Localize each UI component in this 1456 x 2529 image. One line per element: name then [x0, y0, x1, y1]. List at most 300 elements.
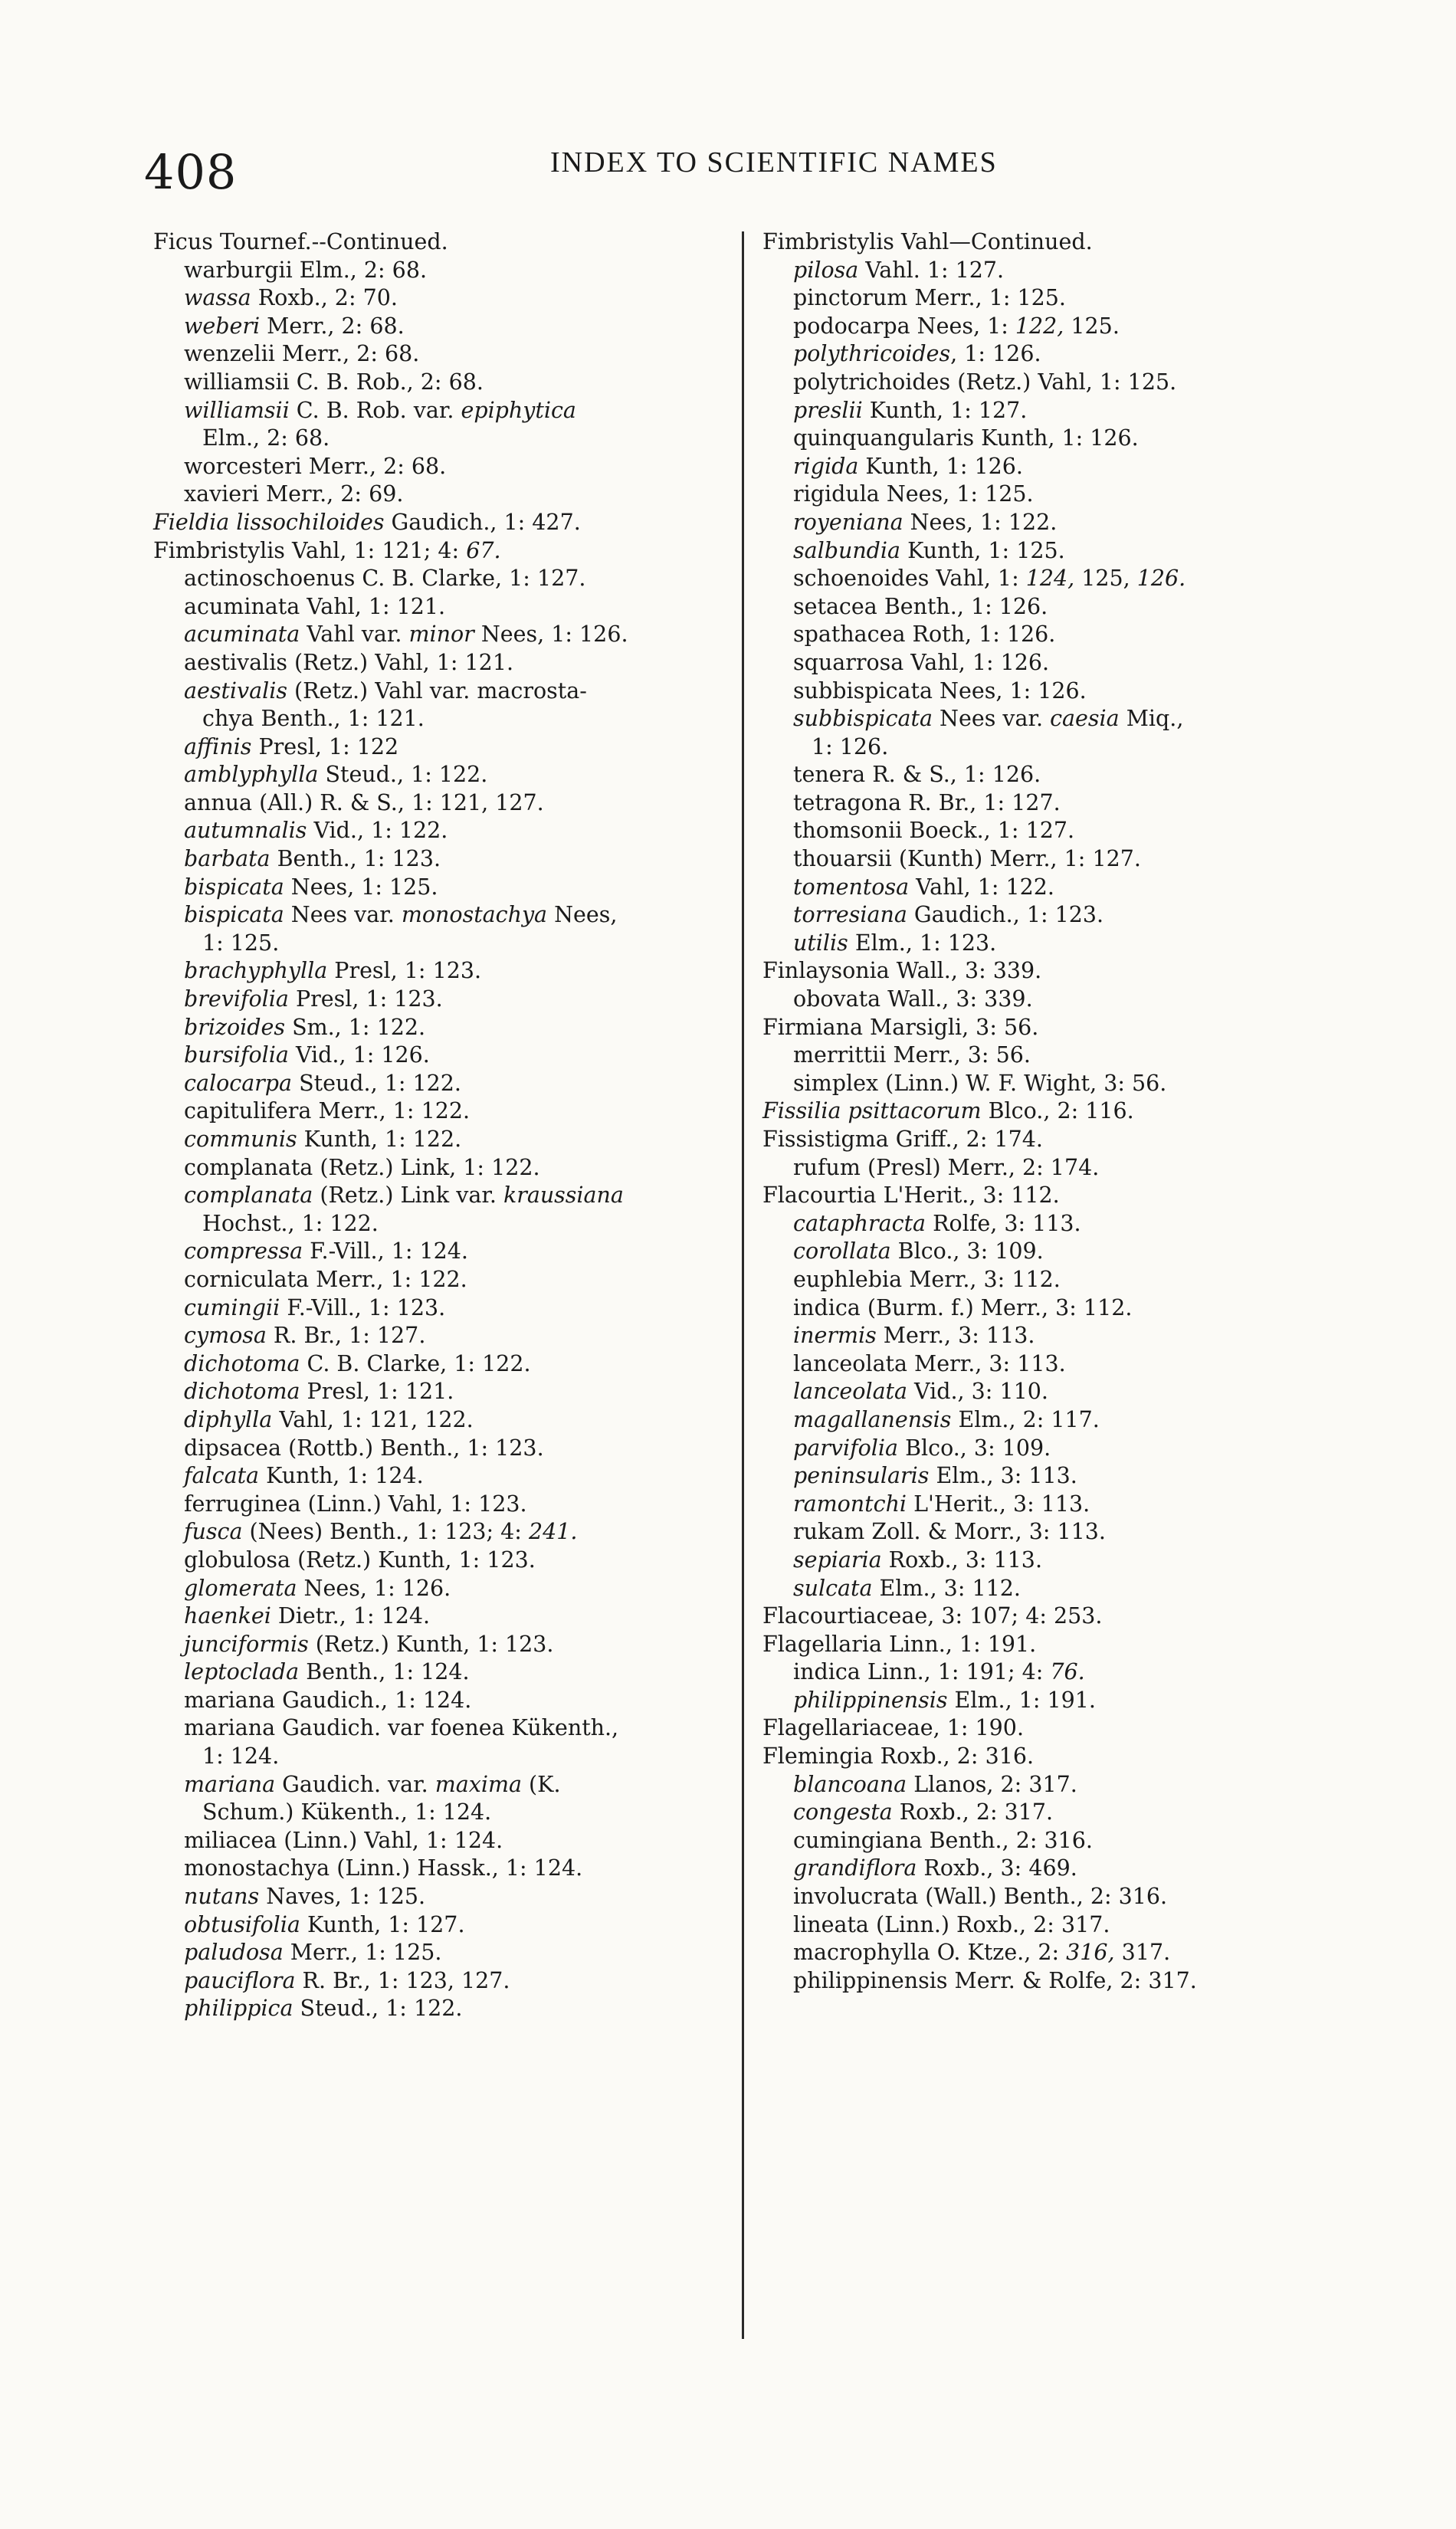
index-species-entry — [153, 1911, 789, 1940]
index-species-entry — [762, 1883, 1399, 1911]
text-run: miliacea (Linn.) Vahl, 1: 124. — [184, 1827, 503, 1853]
index-species-entry — [762, 425, 1399, 453]
text-run: Gaudich. var. — [275, 1771, 435, 1797]
text-run: corniculata Merr., 1: 122. — [184, 1266, 467, 1292]
index-species-entry — [762, 537, 1399, 566]
index-species-entry — [762, 257, 1399, 285]
text-run: warburgii Elm., 2: 68. — [184, 257, 428, 283]
italic-text: grandiflora — [793, 1855, 917, 1881]
index-species-entry — [762, 845, 1399, 874]
index-species-entry — [153, 313, 789, 341]
text-run: Flacourtiaceae, 3: 107; 4: 253. — [762, 1603, 1103, 1629]
text-run: F.-Vill., 1: 124. — [303, 1238, 468, 1264]
text-run: subbispicata Nees, 1: 126. — [793, 677, 1087, 704]
index-species-entry — [153, 1182, 789, 1210]
text-run: , 1: 126. — [950, 341, 1041, 367]
text-run: setacea Benth., 1: 126. — [793, 593, 1048, 619]
text-run: Fimbristylis Vahl—Continued. — [762, 229, 1093, 254]
index-species-entry — [762, 1967, 1399, 1996]
text-run: Steud., 1: 122. — [318, 762, 488, 788]
italic-text: calocarpa — [184, 1070, 293, 1096]
text-run: merrittii Merr., 3: 56. — [793, 1042, 1031, 1068]
italic-text: 316, — [1066, 1940, 1115, 1966]
text-run: Firmiana Marsigli, 3: 56. — [762, 1014, 1039, 1040]
text-run: Vid., 3: 110. — [907, 1379, 1048, 1405]
index-species-entry — [153, 1014, 789, 1042]
italic-text: caesia — [1050, 706, 1120, 732]
index-species-entry — [762, 1658, 1399, 1687]
text-run: xavieri Merr., 2: 69. — [184, 481, 404, 507]
italic-text: ramontchi — [793, 1491, 907, 1517]
index-species-entry — [762, 1041, 1399, 1070]
text-run: Miq., — [1119, 706, 1184, 732]
index-species-entry — [153, 1154, 789, 1182]
italic-text: blancoana — [793, 1771, 907, 1797]
text-run: mariana Gaudich. var foenea Kükenth., — [184, 1715, 619, 1741]
index-species-entry — [153, 1827, 789, 1855]
text-run: Kunth, 1: 122. — [297, 1127, 462, 1152]
index-genus-entry — [762, 228, 1399, 257]
text-run: globulosa (Retz.) Kunth, 1: 123. — [184, 1547, 536, 1573]
text-run: Roxb., 2: 317. — [892, 1799, 1054, 1825]
index-species-entry — [762, 761, 1399, 789]
index-species-entry — [153, 1631, 789, 1659]
italic-text: tomentosa — [793, 874, 910, 900]
text-run: Blco., 3: 109. — [898, 1435, 1051, 1461]
column-divider — [742, 231, 744, 2339]
index-species-entry — [762, 1238, 1399, 1266]
text-run: indica Linn., 1: 191; 4: — [793, 1659, 1051, 1685]
index-species-entry — [762, 1462, 1399, 1491]
text-run: Blco., 2: 116. — [981, 1098, 1134, 1124]
index-species-entry — [153, 1406, 789, 1435]
index-species-entry — [762, 1575, 1399, 1603]
italic-text: brizoides — [184, 1014, 286, 1040]
index-species-entry — [762, 1266, 1399, 1294]
italic-text: utilis — [793, 930, 848, 956]
text-run: Flacourtia L'Herit., 3: 112. — [762, 1182, 1060, 1209]
text-run: 1: 126. — [812, 733, 889, 759]
index-species-entry — [762, 1154, 1399, 1182]
index-species-entry — [762, 677, 1399, 706]
index-species-entry — [762, 1406, 1399, 1435]
text-run: monostachya (Linn.) Hassk., 1: 124. — [184, 1855, 583, 1881]
index-species-entry — [153, 1547, 789, 1575]
text-run: Kunth, 1: 124. — [259, 1463, 424, 1489]
text-run: Nees, — [547, 902, 618, 928]
italic-text: paludosa — [184, 1940, 284, 1966]
index-species-entry — [153, 593, 789, 622]
text-run: Presl, 1: 121. — [300, 1379, 454, 1405]
italic-text: nutans — [184, 1884, 260, 1910]
index-species-entry — [153, 1041, 789, 1070]
index-entry-continuation — [153, 1210, 789, 1238]
index-species-entry — [762, 369, 1399, 397]
italic-text: philippinensis — [793, 1687, 948, 1713]
italic-text: bispicata — [184, 874, 284, 900]
index-species-entry — [153, 789, 789, 818]
index-genus-entry — [762, 1182, 1399, 1210]
index-species-entry — [153, 1350, 789, 1379]
text-run: Flagellaria Linn., 1: 191. — [762, 1631, 1037, 1657]
italic-text: corollata — [793, 1238, 891, 1264]
index-species-entry — [762, 874, 1399, 902]
index-species-entry — [153, 733, 789, 762]
italic-text: epiphytica — [461, 397, 576, 423]
index-column-left — [153, 228, 789, 2023]
text-run: Vid., 1: 126. — [288, 1042, 430, 1068]
index-species-entry — [762, 1547, 1399, 1575]
index-species-entry — [153, 1097, 789, 1126]
index-genus-entry — [153, 228, 789, 257]
index-entry-continuation — [153, 705, 789, 733]
text-run: Blco., 3: 109. — [890, 1238, 1044, 1264]
text-run: Flemingia Roxb., 2: 316. — [762, 1743, 1035, 1770]
index-species-entry — [153, 481, 789, 509]
text-run: Flagellariaceae, 1: 190. — [762, 1715, 1024, 1741]
italic-text: peninsularis — [793, 1463, 930, 1489]
text-run: Vahl. 1: 127. — [858, 257, 1005, 283]
text-run: Fimbristylis Vahl, 1: 121; 4: — [153, 537, 467, 563]
italic-text: congesta — [793, 1799, 893, 1825]
italic-text: dichotoma — [184, 1379, 300, 1405]
text-run: Elm., 3: 112. — [872, 1575, 1021, 1601]
text-run: Vahl, 1: 122. — [909, 874, 1054, 900]
text-run: thouarsii (Kunth) Merr., 1: 127. — [793, 846, 1141, 872]
text-run: Steud., 1: 122. — [293, 1996, 463, 2022]
index-species-entry — [153, 761, 789, 789]
italic-text: junciformis — [184, 1631, 309, 1657]
text-run: involucrata (Wall.) Benth., 2: 316. — [793, 1884, 1168, 1910]
text-run: (K. — [522, 1771, 561, 1797]
italic-text: autumnalis — [184, 818, 307, 844]
text-run: C. B. Clarke, 1: 122. — [300, 1350, 531, 1376]
index-species-entry — [762, 705, 1399, 733]
italic-text: bursifolia — [184, 1042, 289, 1068]
text-run: Presl, 1: 123. — [327, 958, 482, 984]
index-genus-entry — [762, 1714, 1399, 1743]
index-entry-continuation — [153, 1743, 789, 1771]
index-species-entry — [762, 930, 1399, 958]
text-run: Kunth, 1: 127. — [862, 397, 1028, 423]
italic-text: mariana — [184, 1771, 276, 1797]
italic-text: acuminata — [184, 622, 300, 648]
index-species-entry — [762, 1322, 1399, 1350]
italic-text: royeniana — [793, 509, 903, 535]
text-run: pinctorum Merr., 1: 125. — [793, 285, 1066, 311]
italic-text: sulcata — [793, 1575, 873, 1601]
text-run: squarrosa Vahl, 1: 126. — [793, 649, 1050, 675]
italic-text: salbundia — [793, 537, 901, 563]
italic-text: wassa — [184, 285, 251, 311]
italic-text: brevifolia — [184, 986, 289, 1012]
index-entry-continuation — [762, 733, 1399, 762]
text-run: Roxb., 2: 70. — [251, 285, 398, 311]
italic-text: 241. — [528, 1519, 578, 1545]
italic-text: polythricoides — [793, 341, 951, 367]
text-run: Hochst., 1: 122. — [202, 1210, 379, 1236]
page-number: 408 — [144, 144, 238, 200]
text-run: Elm., 3: 113. — [929, 1463, 1077, 1489]
italic-text: pilosa — [793, 257, 859, 283]
index-species-entry — [153, 397, 789, 425]
italic-text: torresiana — [793, 902, 907, 928]
index-species-entry — [153, 1939, 789, 1967]
text-run: (Retz.) Vahl var. macrosta- — [287, 677, 587, 704]
index-species-entry — [762, 1687, 1399, 1715]
index-species-entry — [153, 845, 789, 874]
text-run: C. B. Rob. var. — [289, 397, 461, 423]
index-species-entry — [153, 1883, 789, 1911]
italic-text: preslii — [793, 397, 863, 423]
text-run: annua (All.) R. & S., 1: 121, 127. — [184, 789, 544, 815]
index-species-entry — [762, 1378, 1399, 1406]
text-run: Elm., 1: 123. — [848, 930, 997, 956]
index-species-entry — [762, 1294, 1399, 1323]
index-species-entry — [153, 369, 789, 397]
italic-text: 67. — [466, 537, 501, 563]
text-run: acuminata Vahl, 1: 121. — [184, 593, 446, 619]
italic-text: magallanensis — [793, 1406, 952, 1432]
index-species-entry — [762, 1911, 1399, 1940]
index-species-entry — [153, 1070, 789, 1098]
text-run: Schum.) Kükenth., 1: 124. — [202, 1799, 492, 1825]
index-species-entry — [762, 901, 1399, 930]
text-run: Elm., 1: 191. — [947, 1687, 1096, 1713]
text-run: Nees, 1: 126. — [297, 1575, 451, 1601]
text-run: lanceolata Merr., 3: 113. — [793, 1350, 1066, 1376]
text-run: indica (Burm. f.) Merr., 3: 112. — [793, 1294, 1133, 1320]
index-genus-entry — [762, 1097, 1399, 1126]
index-species-entry — [153, 1771, 789, 1799]
text-run: macrophylla O. Ktze., 2: — [793, 1940, 1067, 1966]
italic-text: 76. — [1050, 1659, 1085, 1685]
index-species-entry — [153, 1855, 789, 1883]
text-run: (Retz.) Kunth, 1: 123. — [308, 1631, 554, 1657]
italic-text: compressa — [184, 1238, 303, 1264]
index-species-entry — [153, 1378, 789, 1406]
index-species-entry — [153, 1967, 789, 1996]
index-species-entry — [762, 1210, 1399, 1238]
text-run: wenzelii Merr., 2: 68. — [184, 341, 420, 367]
text-run: Ficus Tournef.--Continued. — [153, 229, 448, 254]
text-run: Elm., 2: 68. — [202, 425, 330, 451]
index-species-entry — [762, 1491, 1399, 1519]
text-run: spathacea Roth, 1: 126. — [793, 622, 1056, 648]
running-title: INDEX TO SCIENTIFIC NAMES — [550, 146, 998, 179]
index-entry-continuation — [153, 1799, 789, 1827]
text-run: Elm., 2: 117. — [951, 1406, 1100, 1432]
text-run: Naves, 1: 125. — [259, 1884, 426, 1910]
index-species-entry — [762, 565, 1399, 593]
index-genus-entry — [762, 1631, 1399, 1659]
index-genus-entry — [762, 1014, 1399, 1042]
text-run: Nees, 1: 122. — [903, 509, 1058, 535]
text-run: Vahl var. — [300, 622, 409, 648]
index-species-entry — [153, 1714, 789, 1743]
italic-text: Fieldia lissochiloides — [153, 509, 385, 535]
text-run: cumingiana Benth., 2: 316. — [793, 1827, 1093, 1853]
index-genus-entry — [762, 1602, 1399, 1631]
text-run: R. Br., 1: 123, 127. — [295, 1967, 510, 1993]
text-run: podocarpa Nees, 1: — [793, 313, 1015, 339]
text-run: schoenoides Vahl, 1: — [793, 566, 1026, 592]
index-species-entry — [153, 453, 789, 481]
index-species-entry — [153, 957, 789, 986]
index-species-entry — [153, 1462, 789, 1491]
italic-text: brachyphylla — [184, 958, 328, 984]
index-entry-continuation — [153, 930, 789, 958]
italic-text: subbispicata — [793, 706, 933, 732]
text-run: (Nees) Benth., 1: 123; 4: — [242, 1519, 529, 1545]
text-run: Vahl, 1: 121, 122. — [272, 1406, 474, 1432]
text-run: (Retz.) Link var. — [313, 1182, 503, 1209]
text-run: complanata (Retz.) Link, 1: 122. — [184, 1154, 540, 1180]
italic-text: glomerata — [184, 1575, 297, 1601]
index-species-entry — [153, 1602, 789, 1631]
index-species-entry — [762, 649, 1399, 677]
index-species-entry — [153, 874, 789, 902]
italic-text: bispicata — [184, 902, 284, 928]
index-species-entry — [762, 284, 1399, 313]
text-run: Gaudich., 1: 427. — [384, 509, 581, 535]
text-run: Roxb., 3: 469. — [917, 1855, 1077, 1881]
text-run: tetragona R. Br., 1: 127. — [793, 789, 1061, 815]
index-species-entry — [153, 1294, 789, 1323]
italic-text: pauciflora — [184, 1967, 296, 1993]
text-run: simplex (Linn.) W. F. Wight, 3: 56. — [793, 1070, 1167, 1096]
italic-text: Fissilia psittacorum — [762, 1098, 982, 1124]
text-run: Finlaysonia Wall., 3: 339. — [762, 958, 1042, 984]
italic-text: minor — [408, 622, 474, 648]
index-genus-entry — [153, 537, 789, 566]
index-species-entry — [762, 1350, 1399, 1379]
index-species-entry — [153, 1995, 789, 2023]
index-species-entry — [762, 509, 1399, 537]
text-run: polytrichoides (Retz.) Vahl, 1: 125. — [793, 369, 1177, 395]
text-run: Merr., 3: 113. — [876, 1323, 1035, 1349]
text-run: 125. — [1064, 313, 1120, 339]
index-species-entry — [153, 1658, 789, 1687]
index-species-entry — [762, 453, 1399, 481]
index-species-entry — [153, 901, 789, 930]
text-run: Nees, 1: 126. — [474, 622, 628, 648]
text-run: 317. — [1114, 1940, 1171, 1966]
index-species-entry — [762, 340, 1399, 369]
italic-text: diphylla — [184, 1406, 273, 1432]
text-run: Nees var. — [932, 706, 1051, 732]
text-run: F.-Vill., 1: 123. — [280, 1294, 446, 1320]
index-species-entry — [762, 986, 1399, 1014]
text-run: ferruginea (Linn.) Vahl, 1: 123. — [184, 1491, 527, 1517]
italic-text: 122, — [1015, 313, 1064, 339]
italic-text: dichotoma — [184, 1350, 300, 1376]
text-run: Vid., 1: 122. — [307, 818, 448, 844]
index-species-entry — [153, 565, 789, 593]
index-species-entry — [153, 621, 789, 649]
text-run: Merr., 2: 68. — [260, 313, 405, 339]
index-species-entry — [153, 340, 789, 369]
text-run: chya Benth., 1: 121. — [202, 706, 425, 732]
italic-text: cumingii — [184, 1294, 280, 1320]
index-species-entry — [153, 649, 789, 677]
index-genus-entry — [762, 1126, 1399, 1154]
italic-text: philippica — [184, 1996, 293, 2022]
index-species-entry — [153, 1238, 789, 1266]
text-run: quinquangularis Kunth, 1: 126. — [793, 425, 1139, 451]
italic-text: williamsii — [184, 397, 290, 423]
index-species-entry — [762, 789, 1399, 818]
italic-text: rigida — [793, 453, 859, 479]
text-run: 1: 125. — [202, 930, 280, 956]
text-run: 125, — [1074, 566, 1137, 592]
italic-text: amblyphylla — [184, 762, 319, 788]
index-species-entry — [762, 1799, 1399, 1827]
text-run: Gaudich., 1: 123. — [907, 902, 1104, 928]
index-species-entry — [762, 593, 1399, 622]
index-species-entry — [762, 481, 1399, 509]
index-species-entry — [153, 284, 789, 313]
italic-text: maxima — [435, 1771, 522, 1797]
index-species-entry — [762, 1518, 1399, 1547]
text-run: Kunth, 1: 126. — [858, 453, 1023, 479]
text-run: Kunth, 1: 125. — [900, 537, 1065, 563]
index-species-entry — [153, 257, 789, 285]
text-run: Nees, 1: 125. — [284, 874, 438, 900]
text-run: 1: 124. — [202, 1743, 280, 1770]
text-run: Rolfe, 3: 113. — [926, 1210, 1081, 1236]
text-run: Presl, 1: 122 — [251, 733, 399, 759]
index-species-entry — [762, 397, 1399, 425]
index-species-entry — [153, 1575, 789, 1603]
index-species-entry — [762, 1070, 1399, 1098]
index-genus-entry — [153, 509, 789, 537]
text-run: philippinensis Merr. & Rolfe, 2: 317. — [793, 1967, 1197, 1993]
italic-text: sepiaria — [793, 1547, 882, 1573]
text-run: williamsii C. B. Rob., 2: 68. — [184, 369, 484, 395]
italic-text: lanceolata — [793, 1379, 907, 1405]
index-species-entry — [153, 1687, 789, 1715]
text-run: R. Br., 1: 127. — [266, 1323, 426, 1349]
text-run: capitulifera Merr., 1: 122. — [184, 1098, 471, 1124]
text-run: Llanos, 2: 317. — [907, 1771, 1077, 1797]
text-run: Roxb., 3: 113. — [881, 1547, 1043, 1573]
index-species-entry — [153, 817, 789, 845]
index-species-entry — [762, 1827, 1399, 1855]
index-species-entry — [762, 817, 1399, 845]
text-run: Steud., 1: 122. — [292, 1070, 461, 1096]
italic-text: monostachya — [401, 902, 548, 928]
text-run: Merr., 1: 125. — [283, 1940, 442, 1966]
italic-text: cymosa — [184, 1323, 267, 1349]
text-run: Sm., 1: 122. — [285, 1014, 426, 1040]
italic-text: affinis — [184, 733, 252, 759]
text-run: Nees var. — [284, 902, 402, 928]
text-run: Benth., 1: 123. — [270, 846, 441, 872]
italic-text: 126. — [1136, 566, 1186, 592]
index-species-entry — [762, 1855, 1399, 1883]
italic-text: parvifolia — [793, 1435, 899, 1461]
italic-text: inermis — [793, 1323, 877, 1349]
index-species-entry — [762, 621, 1399, 649]
text-run: worcesteri Merr., 2: 68. — [184, 453, 447, 479]
italic-text: complanata — [184, 1182, 313, 1209]
text-run: rufum (Presl) Merr., 2: 174. — [793, 1154, 1100, 1180]
italic-text: 124, — [1025, 566, 1075, 592]
italic-text: kraussiana — [503, 1182, 624, 1209]
index-species-entry — [762, 1939, 1399, 1967]
italic-text: barbata — [184, 846, 271, 872]
